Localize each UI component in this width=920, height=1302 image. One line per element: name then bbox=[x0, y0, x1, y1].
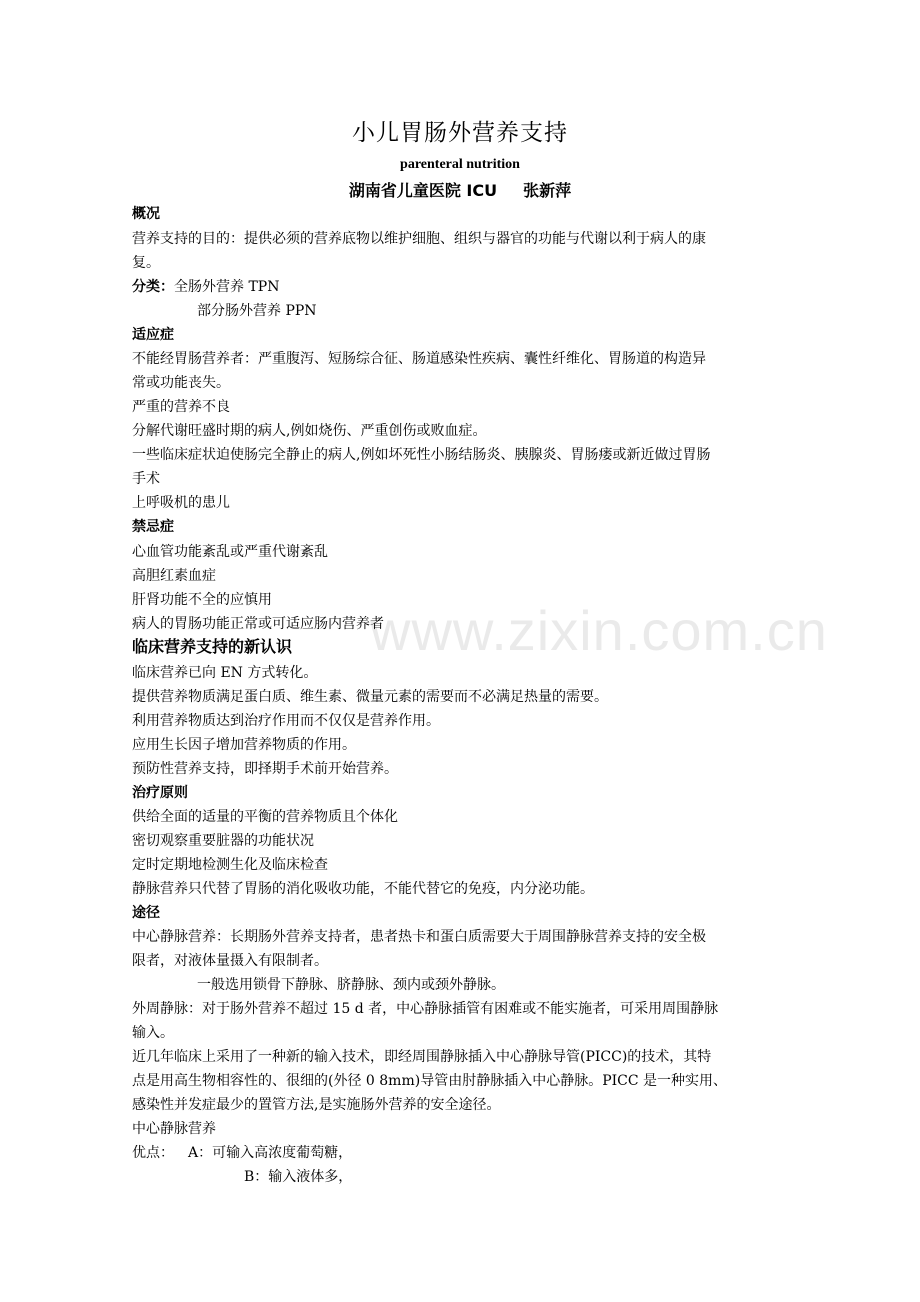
paragraph-line: 输入。 bbox=[132, 1025, 174, 1041]
classification-label: 分类： bbox=[132, 279, 174, 295]
paragraph-line: 定时定期地检测生化及临床检查 bbox=[132, 857, 328, 873]
section-heading-new-understanding: 临床营养支持的新认识 bbox=[132, 638, 293, 656]
paragraph-line: 高胆红素血症 bbox=[132, 568, 216, 584]
section-heading-principles: 治疗原则 bbox=[132, 785, 188, 801]
paragraph-line: 不能经胃肠营养者：严重腹泻、短肠综合征、肠道感染性疾病、囊性纤维化、胃肠道的构造异 bbox=[132, 351, 706, 367]
paragraph-line: 一般选用锁骨下静脉、脐静脉、颈内或颈外静脉。 bbox=[197, 977, 505, 993]
section-heading-overview: 概况 bbox=[132, 206, 160, 222]
paragraph-line: 应用生长因子增加营养物质的作用。 bbox=[132, 737, 356, 753]
document-title: 小儿胃肠外营养支持 bbox=[352, 120, 568, 146]
paragraph-line: 提供营养物质满足蛋白质、维生素、微量元素的需要而不必满足热量的需要。 bbox=[132, 689, 608, 705]
paragraph-line: 密切观察重要脏器的功能状况 bbox=[132, 833, 314, 849]
classification-line bbox=[132, 278, 802, 296]
paragraph-line: 感染性并发症最少的置管方法,是实施肠外营养的安全途径。 bbox=[132, 1097, 501, 1113]
paragraph-line: 近几年临床上采用了一种新的输入技术，即经周围静脉插入中心静脉导管(PICC)的技术，其特 bbox=[132, 1049, 712, 1065]
author-line bbox=[0, 178, 920, 201]
section-heading-contraindications: 禁忌症 bbox=[132, 519, 174, 535]
paragraph-line: 利用营养物质达到治疗作用而不仅仅是营养作用。 bbox=[132, 713, 440, 729]
advantage-a: A：可输入高浓度葡萄糖， bbox=[188, 1145, 353, 1161]
paragraph-line: 中心静脉营养 bbox=[132, 1121, 216, 1137]
classification-tpn: 全肠外营养 TPN bbox=[174, 279, 280, 295]
paragraph-line: 外周静脉：对于肠外营养不超过 15 d 者，中心静脉插管有困难或不能实施者，可采用周围静脉 bbox=[132, 1001, 719, 1017]
paragraph-line: 肝肾功能不全的应慎用 bbox=[132, 592, 272, 608]
paragraph-line: 临床营养已向 EN 方式转化。 bbox=[132, 665, 318, 681]
advantage-b: B：输入液体多， bbox=[244, 1169, 353, 1185]
paragraph-line: 供给全面的适量的平衡的营养物质且个体化 bbox=[132, 809, 398, 825]
paragraph-line: 一些临床症状迫使肠完全静止的病人,例如坏死性小肠结肠炎、胰腺炎、胃肠瘘或新近做过胃肠 bbox=[132, 447, 711, 463]
paragraph-line: 预防性营养支持，即择期手术前开始营养。 bbox=[132, 761, 398, 777]
classification-ppn: 部分肠外营养 PPN bbox=[197, 303, 317, 319]
paragraph-line: 手术 bbox=[132, 471, 160, 487]
advantages-line bbox=[132, 1144, 802, 1162]
watermark: www.zixin.com.cn bbox=[370, 599, 828, 662]
author-name: 张新萍 bbox=[523, 181, 572, 200]
paragraph-line: 分解代谢旺盛时期的病人,例如烧伤、严重创伤或败血症。 bbox=[132, 423, 487, 439]
paragraph-line: 点是用高生物相容性的、很细的(外径 0 8mm)导管由肘静脉插入中心静脉。PICC 是一种实用、 bbox=[132, 1073, 728, 1089]
advantages-label: 优点： bbox=[132, 1145, 174, 1161]
paragraph-line: 上呼吸机的患儿 bbox=[132, 495, 230, 511]
paragraph-line: 营养支持的目的：提供必须的营养底物以维护细胞、组织与器官的功能与代谢以利于病人的康 bbox=[132, 231, 706, 247]
section-heading-routes: 途径 bbox=[132, 905, 160, 921]
paragraph-line: 心血管功能紊乱或严重代谢紊乱 bbox=[132, 544, 328, 560]
author-org: 湖南省儿童医院 ICU bbox=[348, 181, 498, 200]
paragraph-line: 复。 bbox=[132, 255, 160, 271]
paragraph-line: 中心静脉营养：长期肠外营养支持者，患者热卡和蛋白质需要大于周围静脉营养支持的安全极 bbox=[132, 929, 706, 945]
paragraph-line: 常或功能丧失。 bbox=[132, 375, 230, 391]
paragraph-line: 严重的营养不良 bbox=[132, 399, 230, 415]
paragraph-line: 静脉营养只代替了胃肠的消化吸收功能，不能代替它的免疫，内分泌功能。 bbox=[132, 881, 594, 897]
document-subtitle: parenteral nutrition bbox=[400, 157, 520, 172]
section-heading-indications: 适应症 bbox=[132, 327, 174, 343]
paragraph-line: 病人的胃肠功能正常或可适应肠内营养者 bbox=[132, 616, 384, 632]
paragraph-line: 限者，对液体量摄入有限制者。 bbox=[132, 953, 328, 969]
